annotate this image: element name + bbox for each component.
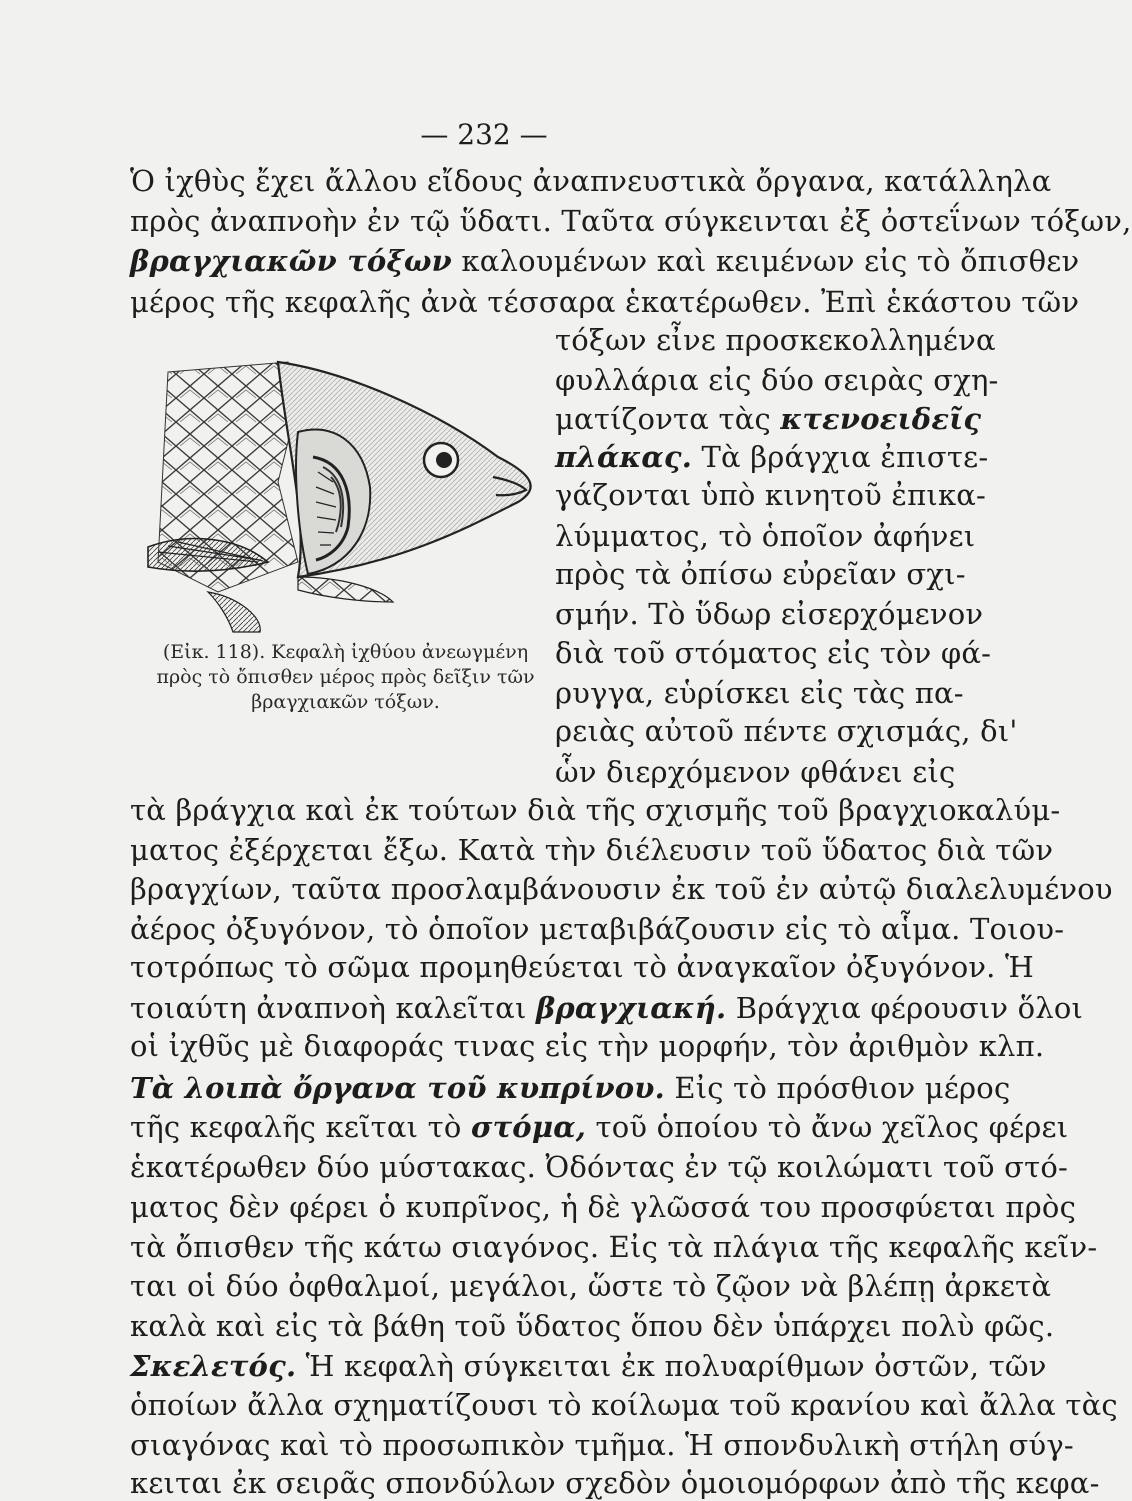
line-text-after: Βράγχια φέρουσιν ὅλοι (726, 991, 1084, 1025)
figure-caption: (Εἰκ. 118). Κεφαλὴ ἰχθύου ἀνεωγμένη πρὸς τὸ ὄπισθεν μέρος πρὸς δεῖξιν τῶν βραγχιακῶν τόξων. (156, 641, 535, 713)
line-text: Ὁ ἰχθὺς ἔχει ἄλλου εἴδους ἀναπνευστικὰ ὄργανα, κατάλληλα (130, 164, 1052, 198)
bold-term: κτενοειδεῖς (780, 402, 982, 436)
line-text: βραγχίων, ταῦτα προσλαμβάνουσιν ἐκ τοῦ ἐν αὐτῷ διαλελυμένου (130, 872, 1113, 906)
text-line (130, 792, 1061, 828)
text-line (555, 477, 987, 513)
text-line (130, 1070, 1011, 1106)
line-text: ματος δὲν φέρει ὁ κυπρῖνος, ἡ δὲ γλῶσσά του προσφύεται πρὸς (130, 1190, 1077, 1224)
text-line (555, 635, 992, 671)
bold-term: στόμα, (471, 1110, 587, 1144)
fish-head-illustration (148, 362, 548, 632)
line-text: τοτρόπως τὸ σῶμα προμηθεύεται τὸ ἀναγκαῖον ὀξυγόνον. Ἡ (130, 950, 1034, 984)
line-text-after: τοῦ ὁποίου τὸ ἄνω χεῖλος φέρει (586, 1110, 1069, 1144)
line-text: λύμματος, τὸ ὁποῖον ἀφήνει (555, 519, 976, 553)
bold-term: πλάκας. (555, 440, 693, 474)
bold-term: βραγχιακῶν τόξων (130, 244, 452, 278)
line-text: καλὰ καὶ εἰς τὰ βάθη τοῦ ὕδατος ὅπου δὲν ὑπάρχει πολὺ φῶς. (130, 1309, 1055, 1343)
text-line (130, 1109, 1069, 1145)
line-text-after: Εἰς τὸ πρόσθιον μέρος (664, 1071, 1011, 1105)
line-text: σμήν. Τὸ ὕδωρ εἰσερχόμενον (555, 597, 984, 631)
line-text: γάζονται ὑπὸ κινητοῦ ἐπικα- (555, 478, 987, 512)
text-line (130, 871, 1113, 907)
line-text: ρειὰς αὐτοῦ πέντε σχισμάς, δι' (555, 714, 1018, 748)
line-text: τόξων εἶνε προσκεκολλημένα (555, 323, 996, 357)
text-line (130, 1149, 1069, 1185)
line-text: ρυγγα, εὑρίσκει εἰς τὰς πα- (555, 676, 964, 710)
line-text: ἑκατέρωθεν δύο μύστακας. Ὀδόντας ἐν τῷ κοιλώματι τοῦ στό- (130, 1150, 1069, 1184)
line-text: ται οἱ δύο ὀφθαλμοί, μεγάλοι, ὥστε τὸ ζῷον νὰ βλέπῃ ἀρκετὰ (130, 1269, 1052, 1303)
text-line (130, 1028, 1045, 1064)
line-text-after: Ἡ κεφαλὴ σύγκειται ἐκ πολυαρίθμων ὀστῶν, τῶν (296, 1349, 1047, 1383)
text-line (130, 163, 1052, 199)
text-line (130, 911, 1065, 947)
text-line (555, 675, 964, 711)
line-text: κειται ἐκ σειρᾶς σπονδύλων σχεδὸν ὁμοιομόρφων ἀπὸ τῆς κεφα- (130, 1466, 1100, 1500)
text-line (130, 1229, 1098, 1265)
text-line (130, 203, 1132, 239)
line-text: μέρος τῆς κεφαλῆς ἀνὰ τέσσαρα ἑκατέρωθεν. Ἐπὶ ἑκάστου τῶν (130, 285, 1080, 319)
line-text: ἀέρος ὀξυγόνον, τὸ ὁποῖον μεταβιβάζουσιν εἰς τὸ αἷμα. Τοιου- (130, 912, 1065, 946)
line-text: πρὸς τὰ ὀπίσω εὐρεῖαν σχι- (555, 557, 966, 591)
line-text: φυλλάρια εἰς δύο σειρὰς σχη- (555, 363, 999, 397)
line-text: πρὸς ἀναπνοὴν ἐν τῷ ὕδατι. Ταῦτα σύγκεινται ἐξ ὀστεΐνων τόξων, (130, 204, 1132, 238)
text-line (555, 556, 966, 592)
text-line (130, 1465, 1100, 1501)
line-text: σιαγόνας καὶ τὸ προσωπικὸν τμῆμα. Ἡ σπονδυλικὴ στήλη σύγ- (130, 1428, 1074, 1462)
text-line (555, 401, 982, 437)
line-text: ὧν διερχόμενον φθάνει εἰς (555, 755, 956, 789)
text-line (555, 596, 984, 632)
line-text: τὰ ὄπισθεν τῆς κάτω σιαγόνος. Εἰς τὰ πλάγια τῆς κεφαλῆς κεῖν- (130, 1230, 1098, 1264)
line-text-after: καλουμένων καὶ κειμένων εἰς τὸ ὄπισθεν (451, 244, 1080, 278)
text-line (555, 439, 989, 475)
text-line (555, 362, 999, 398)
bold-term: Τὰ λοιπὰ ὄργανα τοῦ κυπρίνου. (130, 1071, 665, 1105)
text-line (130, 1308, 1055, 1344)
text-line (130, 949, 1034, 985)
line-text: ματίζοντα τὰς (555, 402, 781, 436)
text-line (130, 243, 1080, 279)
bold-term: βραγχιακή. (535, 991, 727, 1025)
text-line (130, 832, 1054, 868)
line-text: ματος ἐξέρχεται ἔξω. Κατὰ τὴν διέλευσιν τοῦ ὕδατος διὰ τῶν (130, 833, 1054, 867)
text-line (555, 322, 996, 358)
text-line (130, 1348, 1047, 1384)
line-text: τοιαύτη ἀναπνοὴ καλεῖται (130, 991, 536, 1025)
text-line (130, 990, 1084, 1026)
text-line (130, 1268, 1052, 1304)
line-text: οἱ ἰχθῦς μὲ διαφοράς τινας εἰς τὴν μορφήν, τὸν ἀριθμὸν κλπ. (130, 1029, 1045, 1063)
text-line (130, 1387, 1118, 1423)
text-line (555, 518, 976, 554)
line-text: ὁποίων ἄλλα σχηματίζουσι τὸ κοίλωμα τοῦ κρανίου καὶ ἄλλα τὰς (130, 1388, 1118, 1422)
line-text: τῆς κεφαλῆς κεῖται τὸ (130, 1110, 471, 1144)
line-text-after: Τὰ βράγχια ἐπιστε- (692, 440, 989, 474)
line-text: τὰ βράγχια καὶ ἐκ τούτων διὰ τῆς σχισμῆς τοῦ βραγχιοκαλύμ- (130, 793, 1061, 827)
text-line (130, 284, 1080, 320)
page-number: — 232 — (420, 118, 548, 151)
bold-term: Σκελετός. (130, 1349, 297, 1383)
text-line (555, 713, 1018, 749)
line-text: διὰ τοῦ στόματος εἰς τὸν φά- (555, 636, 992, 670)
text-line (130, 1427, 1074, 1463)
text-line (130, 1189, 1077, 1225)
text-line (555, 754, 956, 790)
